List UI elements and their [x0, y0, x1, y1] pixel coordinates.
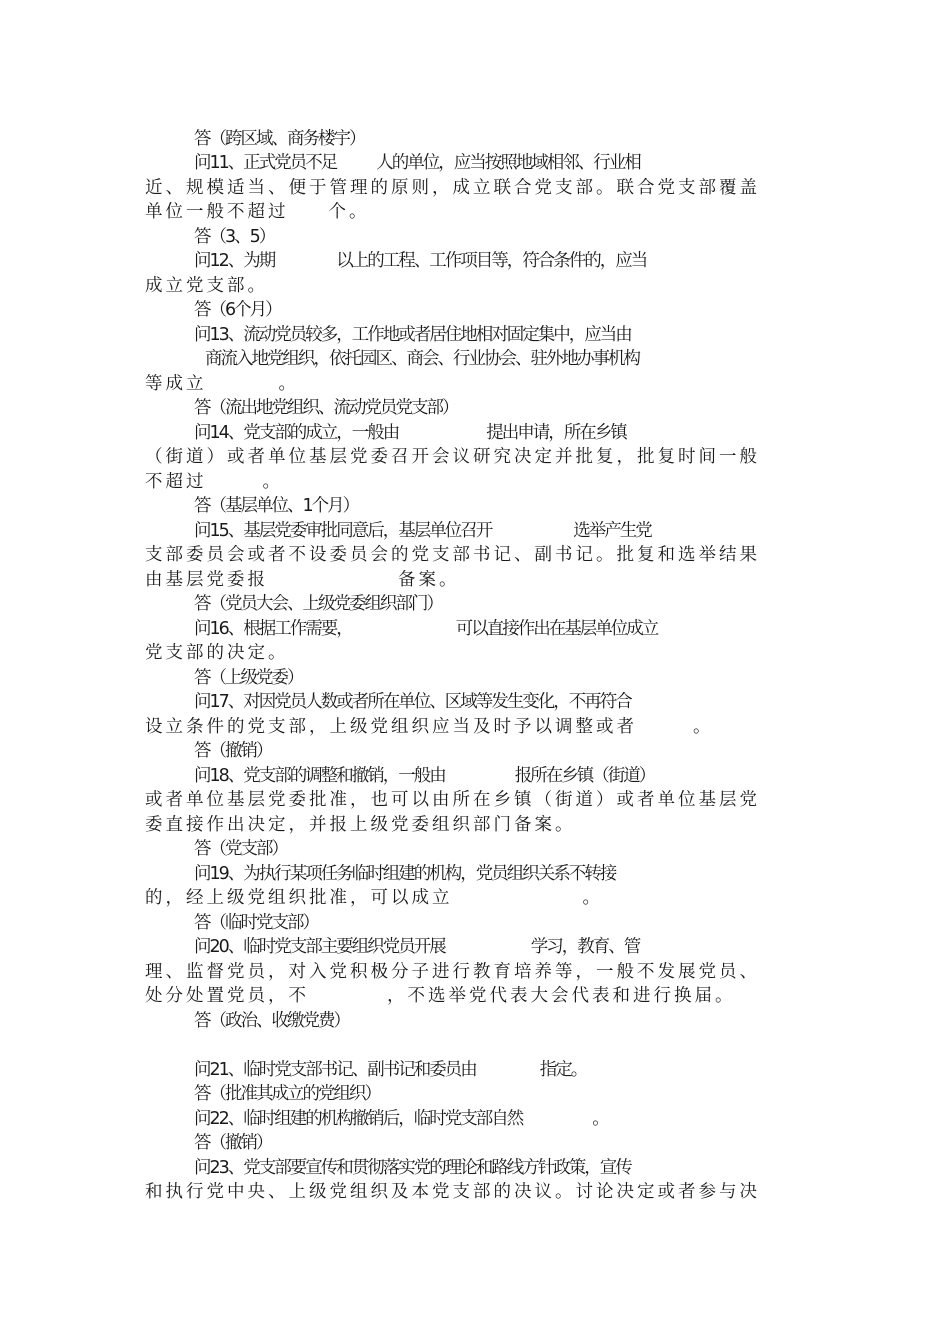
text: 报所在乡镇（街道） [514, 766, 655, 786]
text: 不超过 [145, 472, 207, 492]
text: 问13、流动党员较多，工作地或者居住地相对固定集中，应当由 [194, 325, 631, 345]
text: 商流入地党组织，依托园区、商会、行业协会、驻外地办事机构 [205, 349, 639, 369]
text: 问16、根据工作需要， [194, 619, 352, 639]
text: 。 [278, 374, 299, 394]
question-line [194, 690, 859, 715]
text: 处分处置党员，不 [145, 986, 309, 1006]
text: 近、规模适当、便于管理的原则，成立联合党支部。联合党支部覆盖 [145, 178, 760, 198]
question-line [194, 862, 859, 887]
text-line [145, 715, 810, 740]
answer-line [194, 1082, 859, 1107]
question-line [194, 1156, 859, 1181]
text: 理、监督党员，对入党积极分子进行教育培养等，一般不发展党员、 [145, 962, 760, 982]
text: 设立条件的党支部，上级党组织应当及时予以调整或者 [145, 717, 637, 737]
text: 的，经上级党组织批准，可以成立 [145, 888, 453, 908]
text: （街道）或者单位基层党委召开会议研究决定并批复，批复时间一般 [145, 447, 760, 467]
text-line [145, 176, 810, 201]
text: 委直接作出决定，并报上级党委组织部门备案。 [145, 815, 576, 835]
answer-line [194, 837, 859, 862]
text: 备案。 [398, 570, 460, 590]
text: 由基层党委报 [145, 570, 268, 590]
text-line [145, 1180, 810, 1205]
text: 答（上级党委） [194, 668, 303, 688]
answer-line [194, 666, 859, 691]
text: 或者单位基层党委批准，也可以由所在乡镇（街道）或者单位基层党 [145, 790, 760, 810]
text-line [205, 347, 870, 372]
text: 成立党支部。 [145, 276, 268, 296]
answer-line [194, 1131, 859, 1156]
text: 答（政治、收缴党费） [194, 1011, 349, 1031]
text: 问11、正式党员不足 [194, 153, 337, 173]
text: 问21、临时党支部书记、副书记和委员由 [194, 1060, 476, 1080]
text-line [145, 445, 810, 470]
question-line [194, 617, 859, 642]
text-line [145, 372, 810, 397]
text: 答（基层单位、1个月） [194, 496, 359, 516]
text: 问15、基层党委审批同意后，基层单位召开 [194, 521, 492, 541]
text: 选举产生党 [573, 521, 651, 541]
text: 提出申请，所在乡镇 [486, 423, 626, 443]
text: ，不选举党代表大会代表和进行换届。 [387, 986, 736, 1006]
text: 问12、为期 [194, 251, 275, 271]
question-line [194, 1107, 859, 1132]
text: 可以直接作出在基层单位成立 [455, 619, 658, 639]
text: 答（党员大会、上级党委组织部门） [194, 594, 442, 614]
question-line [194, 151, 859, 176]
question-line [194, 1058, 859, 1083]
text: 答（跨区域、商务楼宇） [194, 129, 365, 149]
text: 等成立 [145, 374, 207, 394]
text: 以上的工程、工作项目等，符合条件的，应当 [336, 251, 647, 271]
text: 答（6个月） [194, 300, 281, 320]
text: 。 [693, 717, 714, 737]
text: 答（3、5） [194, 227, 275, 247]
text: 问22、临时组建的机构撤销后，临时党支部自然 [194, 1109, 523, 1129]
text: 学习，教育、管 [530, 937, 640, 957]
answer-line [194, 1009, 859, 1034]
answer-line [194, 298, 859, 323]
text: 答（撤销） [194, 1133, 272, 1153]
text: 答（撤销） [194, 741, 272, 761]
text-line [145, 984, 810, 1009]
text-line [145, 813, 810, 838]
text: 党支部的决定。 [145, 643, 289, 663]
text: 答（党支部） [194, 839, 287, 859]
question-line [194, 421, 859, 446]
answer-line [194, 127, 859, 152]
text: 问14、党支部的成立，一般由 [194, 423, 399, 443]
text: 指定。 [539, 1060, 587, 1080]
text: 个。 [328, 202, 370, 222]
text-line [145, 886, 810, 911]
text: 。 [582, 888, 603, 908]
text: 问20、临时党支部主要组织党员开展 [194, 937, 445, 957]
text: 问19、为执行某项任务临时组建的机构，党员组织关系不转接 [194, 864, 616, 884]
text-line [145, 543, 810, 568]
answer-line [194, 494, 859, 519]
answer-line [194, 911, 859, 936]
text: 和执行党中央、上级党组织及本党支部的决议。讨论决定或者参与决 [145, 1182, 760, 1202]
text: 。 [592, 1109, 608, 1129]
text: 答（批准其成立的党组织） [194, 1084, 380, 1104]
answer-line [194, 225, 859, 250]
text-line [145, 641, 810, 666]
text-line [145, 788, 810, 813]
text: 答（流出地党组织、流动党员党支部） [194, 398, 458, 418]
text: 人的单位，应当按照地域相邻、行业相 [376, 153, 640, 173]
text: 单位一般不超过 [145, 202, 289, 222]
text: 问17、对因党员人数或者所在单位、区域等发生变化，不再符合 [194, 692, 631, 712]
text: 问18、党支部的调整和撤销，一般由 [194, 766, 445, 786]
text-line [145, 470, 810, 495]
question-line [194, 935, 859, 960]
text-line [145, 568, 810, 593]
text: 问23、党支部要宣传和贯彻落实党的理论和路线方针政策，宣传 [194, 1158, 631, 1178]
answer-line [194, 396, 859, 421]
question-line [194, 323, 859, 348]
text-line [145, 274, 810, 299]
text-line [145, 960, 810, 985]
question-line [194, 249, 859, 274]
text: 答（临时党支部） [194, 913, 318, 933]
text: 。 [262, 472, 283, 492]
answer-line [194, 739, 859, 764]
text-line [145, 200, 810, 225]
answer-line [194, 592, 859, 617]
question-line [194, 519, 859, 544]
text: 支部委员会或者不设委员会的党支部书记、副书记。批复和选举结果 [145, 545, 760, 565]
question-line [194, 764, 859, 789]
